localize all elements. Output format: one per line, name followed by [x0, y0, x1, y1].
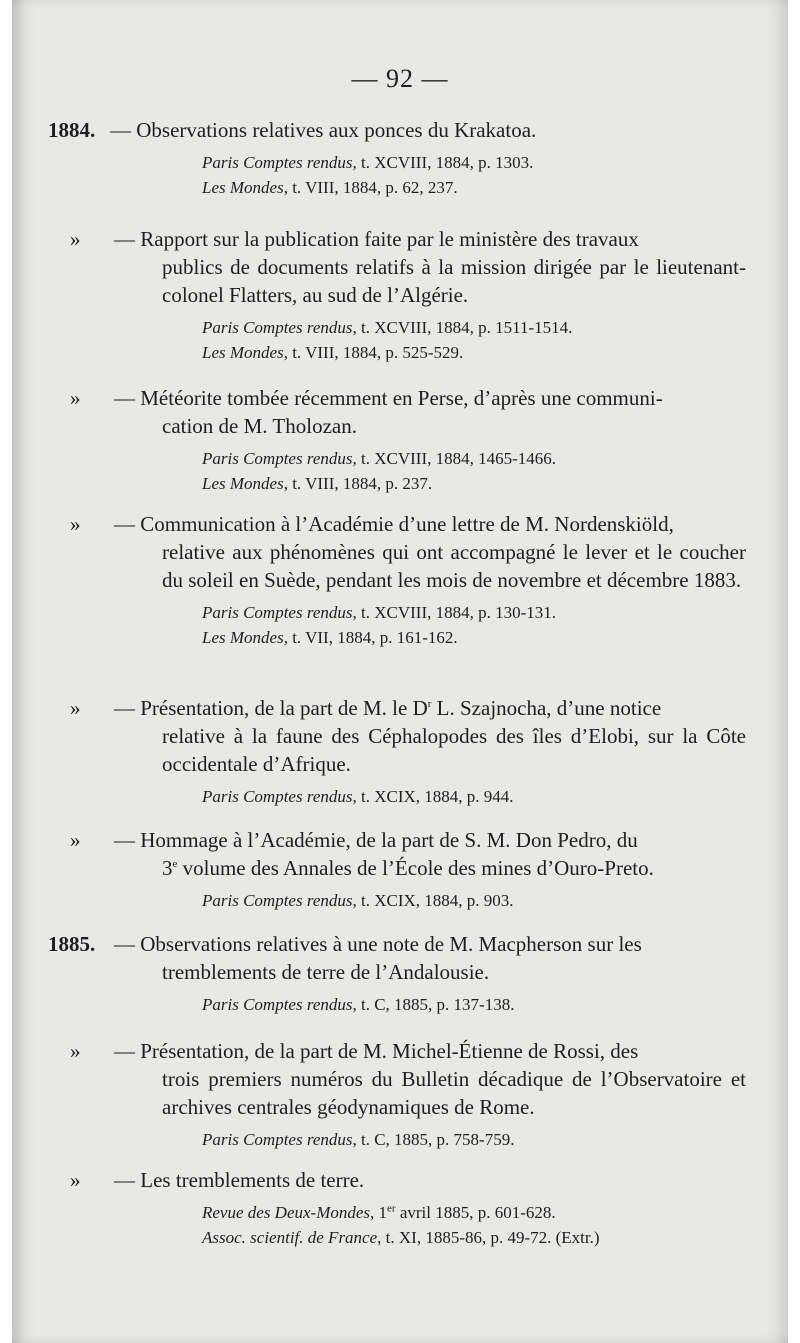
reference: Paris Comptes rendus, t. XCIX, 1884, p. 903. — [202, 891, 514, 910]
bibliography-entry — [12, 1166, 788, 1250]
entry-title: — Présentation, de la part de M. le $D^r$ L. Szajnocha, d’une notice — [114, 696, 662, 720]
reference: Paris Comptes rendus, t. XCVIII, 1884, p. 1303. — [202, 153, 534, 172]
entry-title: — Hommage à l’Académie, de la part de S. M. Don Pedro, du — [114, 828, 638, 852]
reference: Assoc. scientif. de France, t. XI, 1885-86, p. 49-72. (Extr.) — [202, 1228, 600, 1247]
reference: Paris Comptes rendus, t. C, 1885, p. 758-759. — [202, 1130, 515, 1149]
reference: Paris Comptes rendus, t. XCVIII, 1884, p. 130-131. — [202, 603, 557, 622]
bibliography-entry — [12, 116, 788, 200]
reference: Paris Comptes rendus, t. XCVIII, 1884, 1465-1466. — [202, 449, 557, 468]
page-number: — 92 — — [351, 64, 449, 93]
entry-year: 1884. — [48, 118, 96, 142]
entry-title-continued: relative aux phénomènes qui ont accompagné le lever et le coucher du soleil en Suède, pendant les mois de novembre et décembre 1883. — [162, 540, 746, 592]
reference: Les Mondes, t. VIII, 1884, p. 237. — [202, 474, 433, 493]
reference: Les Mondes, t. VIII, 1884, p. 62, 237. — [202, 178, 458, 197]
reference: Les Mondes, t. VIII, 1884, p. 525-529. — [202, 343, 464, 362]
book-page — [12, 0, 788, 1343]
ditto-mark: » — [70, 696, 81, 720]
entry-title: — Météorite tombée récemment en Perse, d’après une communi- — [114, 386, 663, 410]
bibliography-entry — [12, 225, 788, 365]
ditto-mark: » — [70, 1039, 81, 1063]
bibliography-entry — [12, 510, 788, 650]
entry-title: — Communication à l’Académie d’une lettre de M. Nordenskiöld, — [114, 512, 674, 536]
reference: Les Mondes, t. VII, 1884, p. 161-162. — [202, 628, 458, 647]
entry-title: — Les tremblements de terre. — [114, 1168, 365, 1192]
bibliography-entry — [12, 1037, 788, 1152]
entry-year: 1885. — [48, 932, 96, 956]
entry-title-continued: 3e volume des Annales de l’École des mines d’Ouro-Preto. — [162, 856, 654, 880]
entry-title: — Présentation, de la part de M. Michel-Étienne de Rossi, des — [114, 1039, 639, 1063]
entry-title-continued: tremblements de terre de l’Andalousie. — [162, 960, 490, 984]
reference: Paris Comptes rendus, t. XCVIII, 1884, p. 1511-1514. — [202, 318, 573, 337]
reference: Paris Comptes rendus, t. XCIX, 1884, p. 944. — [202, 787, 514, 806]
bibliography-entry — [12, 694, 788, 809]
reference: Revue des Deux-Mondes, 1er avril 1885, p. 601-628. — [202, 1202, 556, 1222]
entry-title-continued: publics de documents relatifs à la mission dirigée par le lieutenant-colonel Flatters, au sud de l’Algérie. — [162, 255, 746, 307]
ditto-mark: » — [70, 386, 81, 410]
bibliography-entry — [12, 826, 788, 913]
ditto-mark: » — [70, 512, 81, 536]
entry-title-continued: relative à la faune des Céphalopodes des îles d’Elobi, sur la Côte occidentale d’Afrique. — [162, 724, 746, 776]
ditto-mark: » — [70, 1168, 81, 1192]
entry-title: — Rapport sur la publication faite par le ministère des travaux — [114, 227, 639, 251]
entry-title: — Observations relatives à une note de M. Macpherson sur les — [114, 932, 642, 956]
entry-title: — Observations relatives aux ponces du Krakatoa. — [110, 118, 537, 142]
entry-title-continued: cation de M. Tholozan. — [162, 414, 357, 438]
reference: Paris Comptes rendus, t. C, 1885, p. 137-138. — [202, 995, 515, 1014]
bibliography-entry — [12, 384, 788, 496]
entry-title-continued: trois premiers numéros du Bulletin décadique de l’Observatoire et archives centrales géodynamiques de Rome. — [162, 1067, 746, 1119]
ditto-mark: » — [70, 227, 81, 251]
ditto-mark: » — [70, 828, 81, 852]
bibliography-entry — [12, 930, 788, 1017]
